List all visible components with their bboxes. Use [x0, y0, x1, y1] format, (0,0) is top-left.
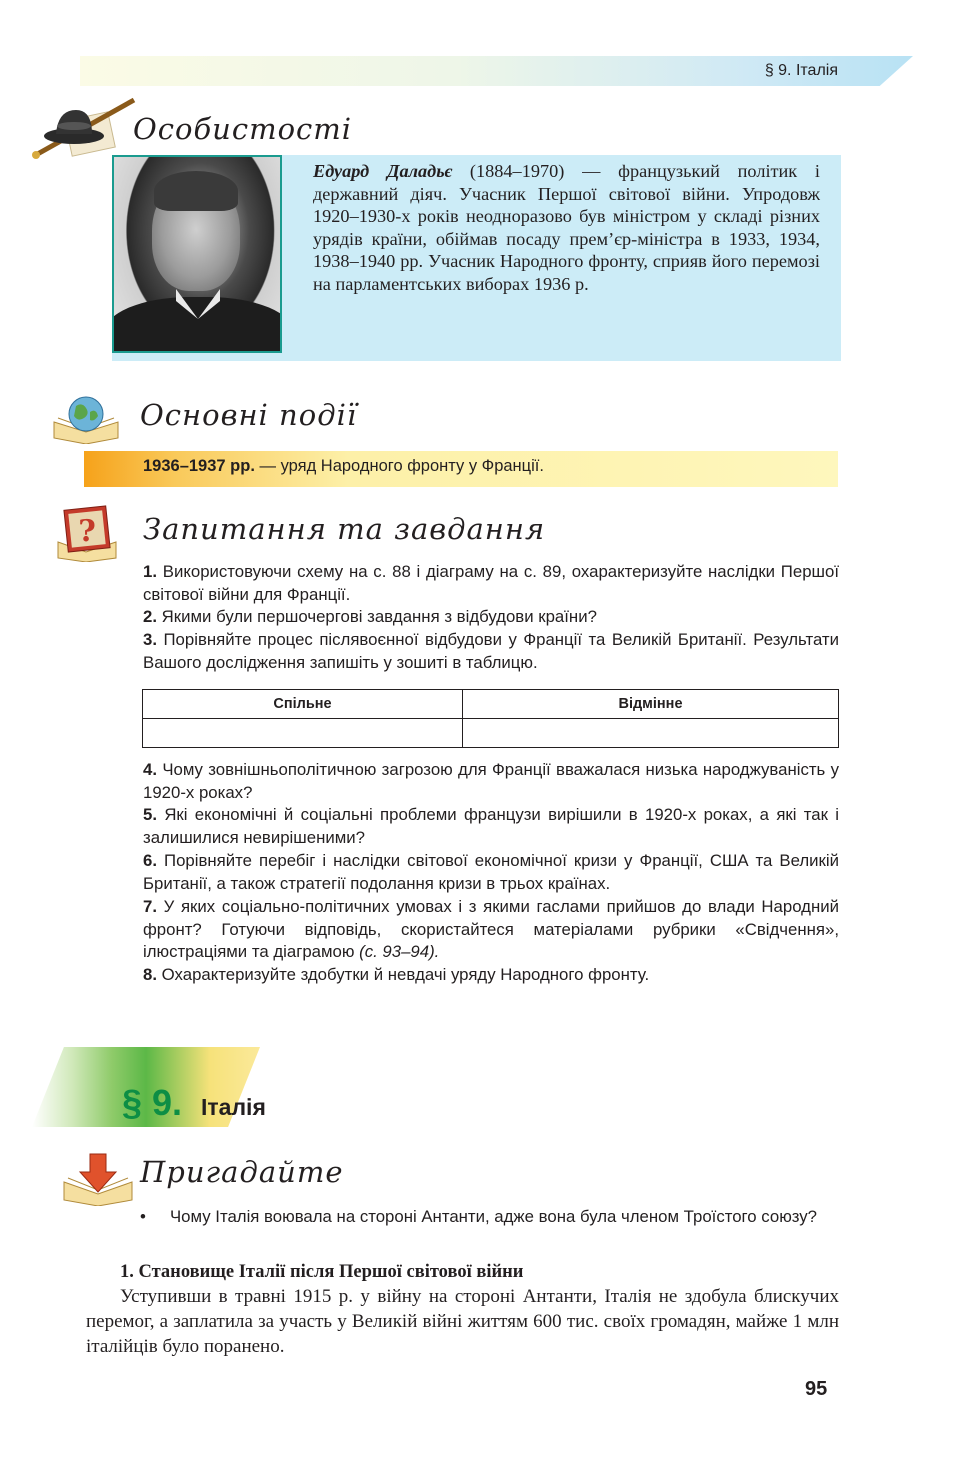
section-title: Італія	[201, 1094, 266, 1120]
main-events-heading: Основні події	[140, 398, 358, 432]
question-item: 6. Порівняйте перебіг і наслідки світової економічної кризи у Франції, США та Великій Британії, а також стратегії подолання кризи в трьох країнах.	[143, 851, 839, 893]
question-item: 4. Чому зовнішньополітичною загрозою для Франції вважалася низька народжуваність у 1920-х роках?	[143, 760, 839, 802]
person-name: Едуард Даладьє	[313, 161, 453, 181]
question-item: 3. Порівняйте процес післявоєнної відбудови у Франції та Великій Британії. Результати Вашого дослідження запишіть у зошиті в таблицю.	[143, 630, 839, 672]
body-paragraph: Уступивши в травні 1915 р. у війну на стороні Антанти, Італія не здобула блискучих перемог, а заплатила за участь у Великій війні життям 600 тис. своїх громадян, майже 1 млн італійців було поранено.	[86, 1286, 839, 1357]
questions-heading: Запитання та завдання	[143, 512, 546, 546]
question-item: 5. Які економічні й соціальні проблеми французи вирішили в 1920-х роках, а які так і залишилися невирішеними?	[143, 805, 839, 847]
comparison-table	[142, 689, 839, 748]
page-reference: (с. 93–94).	[359, 942, 440, 961]
question-book-icon	[56, 504, 118, 562]
remember-heading: Пригадайте	[140, 1155, 344, 1189]
question-item: 7. У яких соціально-політичних умовах і з якими гаслами прийшов до влади Народний фронт? Готуючи відповідь, скористайтеся матеріалами рубрики «Свідчення», ілюстраціями та діаграмою (с. 93–94).	[143, 897, 839, 961]
section-number: § 9.	[122, 1082, 183, 1123]
biography-text	[313, 160, 820, 295]
table-header-different: Відмінне	[463, 690, 839, 719]
table-header-common: Спільне	[143, 690, 463, 719]
biography-body: (1884–1970) — французький політик і державний діяч. Учасник Першої світової війни. Упродовж 1920–1930-х років неодноразово був міністром у складі різних урядів країни, обіймав посаду прем’єр-міністра в 1933, 1934, 1938–1940 рр. Учасник Народного фронту, сприяв його перемозі на парламентських виборах 1936 р.	[313, 161, 821, 294]
portrait-photo	[112, 155, 282, 353]
question-item: 2. Якими були першочергові завдання з відбудови країни?	[143, 607, 597, 626]
event-entry	[143, 457, 544, 476]
event-date: 1936–1937 рр.	[143, 457, 255, 475]
bullet-dot: •	[140, 1207, 146, 1226]
personalities-heading: Особистості	[133, 112, 353, 146]
subheading: 1. Становище Італії після Першої світової війни	[120, 1262, 524, 1282]
event-description: — уряд Народного фронту у Франції.	[254, 457, 544, 475]
question-item: 1. Використовуючи схему на с. 88 і діаграму на с. 89, охарактеризуйте наслідки Першої світової війни для Франції.	[143, 562, 839, 604]
globe-book-icon	[50, 392, 122, 444]
table-cell-empty	[143, 719, 463, 748]
page-number: 95	[805, 1378, 828, 1400]
svg-text:?: ?	[78, 514, 96, 549]
arrow-book-icon	[62, 1152, 134, 1206]
running-head: § 9. Італія	[764, 62, 838, 79]
question-item: 8. Охарактеризуйте здобутки й невдачі уряду Народного фронту.	[143, 965, 650, 984]
bullet-text: Чому Італія воювала на стороні Антанти, адже вона була членом Троїстого союзу?	[170, 1207, 818, 1226]
hat-cane-icon	[30, 96, 140, 162]
table-cell-empty	[463, 719, 839, 748]
